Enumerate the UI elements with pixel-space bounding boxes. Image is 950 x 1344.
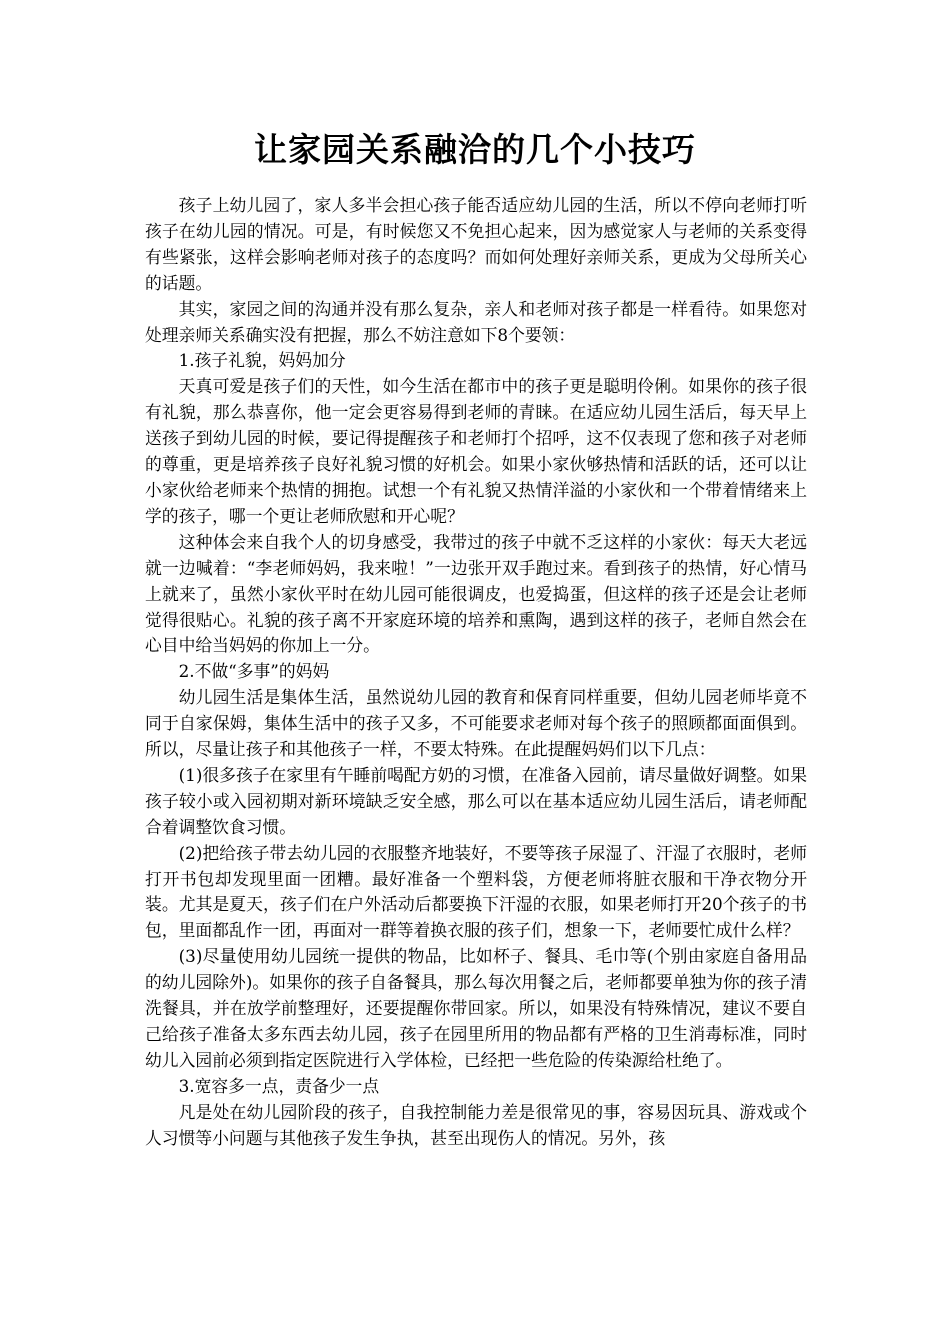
paragraph: 这种体会来自我个人的切身感受，我带过的孩子中就不乏这样的小家伙：每天大老远就一边喊着：“李老师妈妈，我来啦！”一边张开双手跑过来。看到孩子的热情，好心情马上就来了，虽然小家伙平时在幼儿园可能很调皮，也爱捣蛋，但这样的孩子还是会让老师觉得很贴心。礼貌的孩子离不开家庭环境的培养和熏陶，遇到这样的孩子，老师自然会在心目中给当妈妈的你加上一分。 [145, 531, 807, 656]
list-item-3: (3)尽量使用幼儿园统一提供的物品，比如杯子、餐具、毛巾等(个别由家庭自备用品的幼儿园除外)。如果你的孩子自备餐具，那么每次用餐之后，老师都要单独为你的孩子清洗餐具，并在放学前整理好，还要提醒你带回家。所以，如果没有特殊情况，建议不要自己给孩子准备太多东西去幼儿园，孩子在园里所用的物品都有严格的卫生消毒标准，同时幼儿入园前必须到指定医院进行入学体检，已经把一些危险的传染源给杜绝了。 [145, 946, 807, 1070]
paragraph-intro: 孩子上幼儿园了，家人多半会担心孩子能否适应幼儿园的生活，所以不停向老师打听孩子在幼儿园的情况。可是，有时候您又不免担心起来，因为感觉家人与老师的关系变得有些紧张，这样会影响老师对孩子的态度吗？而如何处理好亲师关系，更成为父母所关心的话题。 [145, 195, 807, 293]
section-heading-3: 3.宽容多一点，责备少一点 [178, 1075, 380, 1096]
document-body [145, 193, 807, 1152]
paragraph: 凡是处在幼儿园阶段的孩子，自我控制能力差是很常见的事，容易因玩具、游戏或个人习惯等小问题与其他孩子发生争执，甚至出现伤人的情况。另外，孩 [145, 1101, 807, 1148]
section-heading-1: 1.孩子礼貌，妈妈加分 [178, 350, 346, 371]
section-heading-2: 2.不做“多事”的妈妈 [178, 661, 330, 682]
list-item-2: (2)把给孩子带去幼儿园的衣服整齐地装好，不要等孩子尿湿了、汗湿了衣服时，老师打开书包却发现里面一团糟。最好准备一个塑料袋，方便老师将脏衣服和干净衣物分开装。尤其是夏天，孩子们在户外活动后都要换下汗湿的衣服，如果老师打开20个孩子的书包，里面都乱作一团，再面对一群等着换衣服的孩子们，想象一下，老师要忙成什么样？ [145, 842, 807, 941]
paragraph-overview: 其实，家园之间的沟通并没有那么复杂，亲人和老师对孩子都是一样看待。如果您对处理亲师关系确实没有把握，那么不妨注意如下8个要领： [145, 298, 807, 345]
paragraph: 幼儿园生活是集体生活，虽然说幼儿园的教育和保育同样重要，但幼儿园老师毕竟不同于自家保姆，集体生活中的孩子又多，不可能要求老师对每个孩子的照顾都面面俱到。所以，尽量让孩子和其他孩子一样，不要太特殊。在此提醒妈妈们以下几点： [145, 687, 807, 760]
document-title: 让家园关系融洽的几个小技巧 [254, 130, 696, 169]
paragraph: 天真可爱是孩子们的天性，如今生活在都市中的孩子更是聪明伶俐。如果你的孩子很有礼貌，那么恭喜你，他一定会更容易得到老师的青睐。在适应幼儿园生活后，每天早上送孩子到幼儿园的时候，要记得提醒孩子和老师打个招呼，这不仅表现了您和孩子对老师的尊重，更是培养孩子良好礼貌习惯的好机会。如果小家伙够热情和活跃的话，还可以让小家伙给老师来个热情的拥抱。试想一个有礼貌又热情洋溢的小家伙和一个带着情绪来上学的孩子，哪一个更让老师欣慰和开心呢？ [145, 376, 807, 526]
list-item-1: (1)很多孩子在家里有午睡前喝配方奶的习惯，在准备入园前，请尽量做好调整。如果孩子较小或入园初期对新环境缺乏安全感，那么可以在基本适应幼儿园生活后，请老师配合着调整饮食习惯。 [145, 764, 807, 837]
